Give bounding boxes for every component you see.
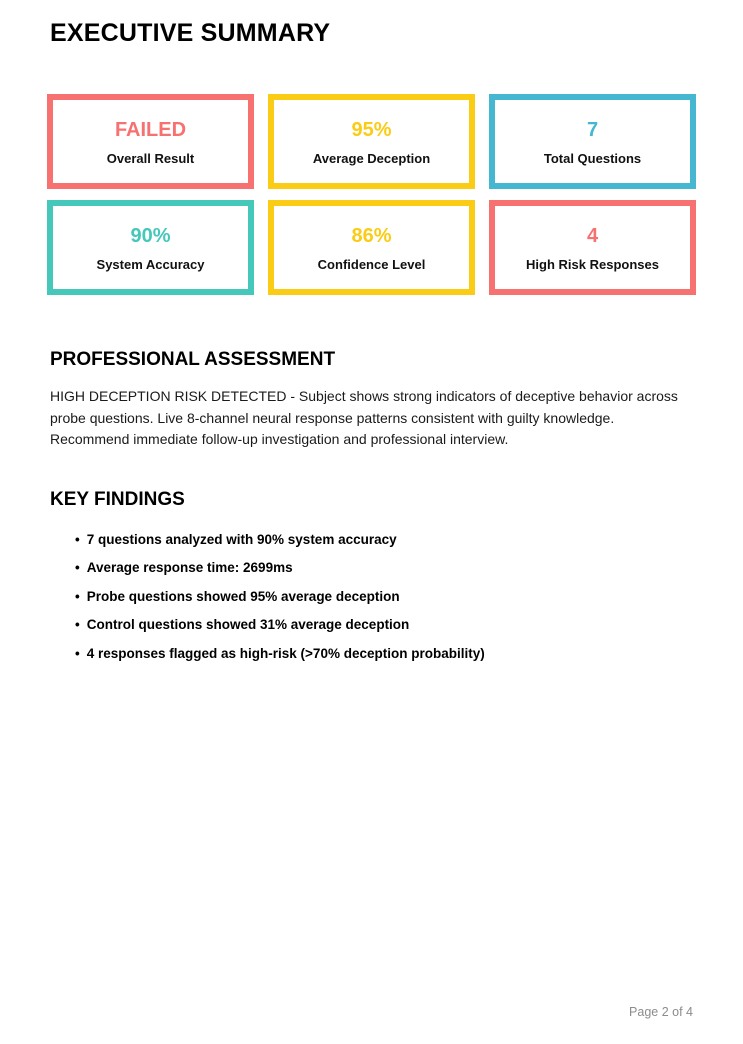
finding-text: 7 questions analyzed with 90% system accuracy [86,531,397,547]
stat-value: 95% [351,118,392,141]
finding-item [75,645,693,662]
bullet-icon: • [75,645,80,661]
page-number: Page 2 of 4 [629,1005,693,1019]
finding-text: Average response time: 2699ms [86,560,293,575]
assessment-body-text: HIGH DECEPTION RISK DETECTED - Subject shows strong indicators of deceptive behavior across probe questions. Live 8-channel neural response patterns consistent with guilty knowledge. Recommend immediate follow-up investigation and professional interview. [50,388,678,447]
findings-heading: KEY FINDINGS [50,488,185,510]
stat-value: FAILED [114,118,187,141]
finding-item [75,559,693,576]
finding-item [75,588,693,605]
stat-label: System Accuracy [96,256,205,272]
finding-text: 4 responses flagged as high-risk (>70% deception probability) [86,645,485,661]
stat-card-system-accuracy [47,200,254,295]
bullet-icon: • [75,588,80,604]
section-key-findings [50,488,693,662]
finding-item [75,531,693,548]
findings-list [50,531,693,662]
bullet-icon: • [75,560,80,575]
stat-value: 4 [586,224,599,247]
bullet-icon: • [75,531,80,547]
assessment-heading: PROFESSIONAL ASSESSMENT [50,349,336,370]
stat-value: 90% [130,224,171,247]
stat-card-confidence-level [268,200,475,295]
stat-label: Overall Result [106,150,195,166]
stat-label: Confidence Level [317,256,426,272]
page-title: EXECUTIVE SUMMARY [50,19,331,47]
stat-value: 7 [586,118,599,141]
stat-card-high-risk-responses [489,200,696,295]
stat-value: 86% [351,224,392,247]
stat-card-total-questions [489,94,696,189]
stat-card-average-deception [268,94,475,189]
summary-stats-grid [47,94,696,295]
stat-label: Total Questions [543,150,642,166]
finding-item [75,616,693,633]
finding-text: Control questions showed 31% average deception [86,617,410,632]
stat-label: High Risk Responses [526,256,659,272]
stat-label: Average Deception [312,150,431,166]
stat-card-overall-result [47,94,254,189]
finding-text: Probe questions showed 95% average deception [86,588,400,604]
section-professional-assessment [50,348,693,451]
bullet-icon: • [75,617,80,632]
